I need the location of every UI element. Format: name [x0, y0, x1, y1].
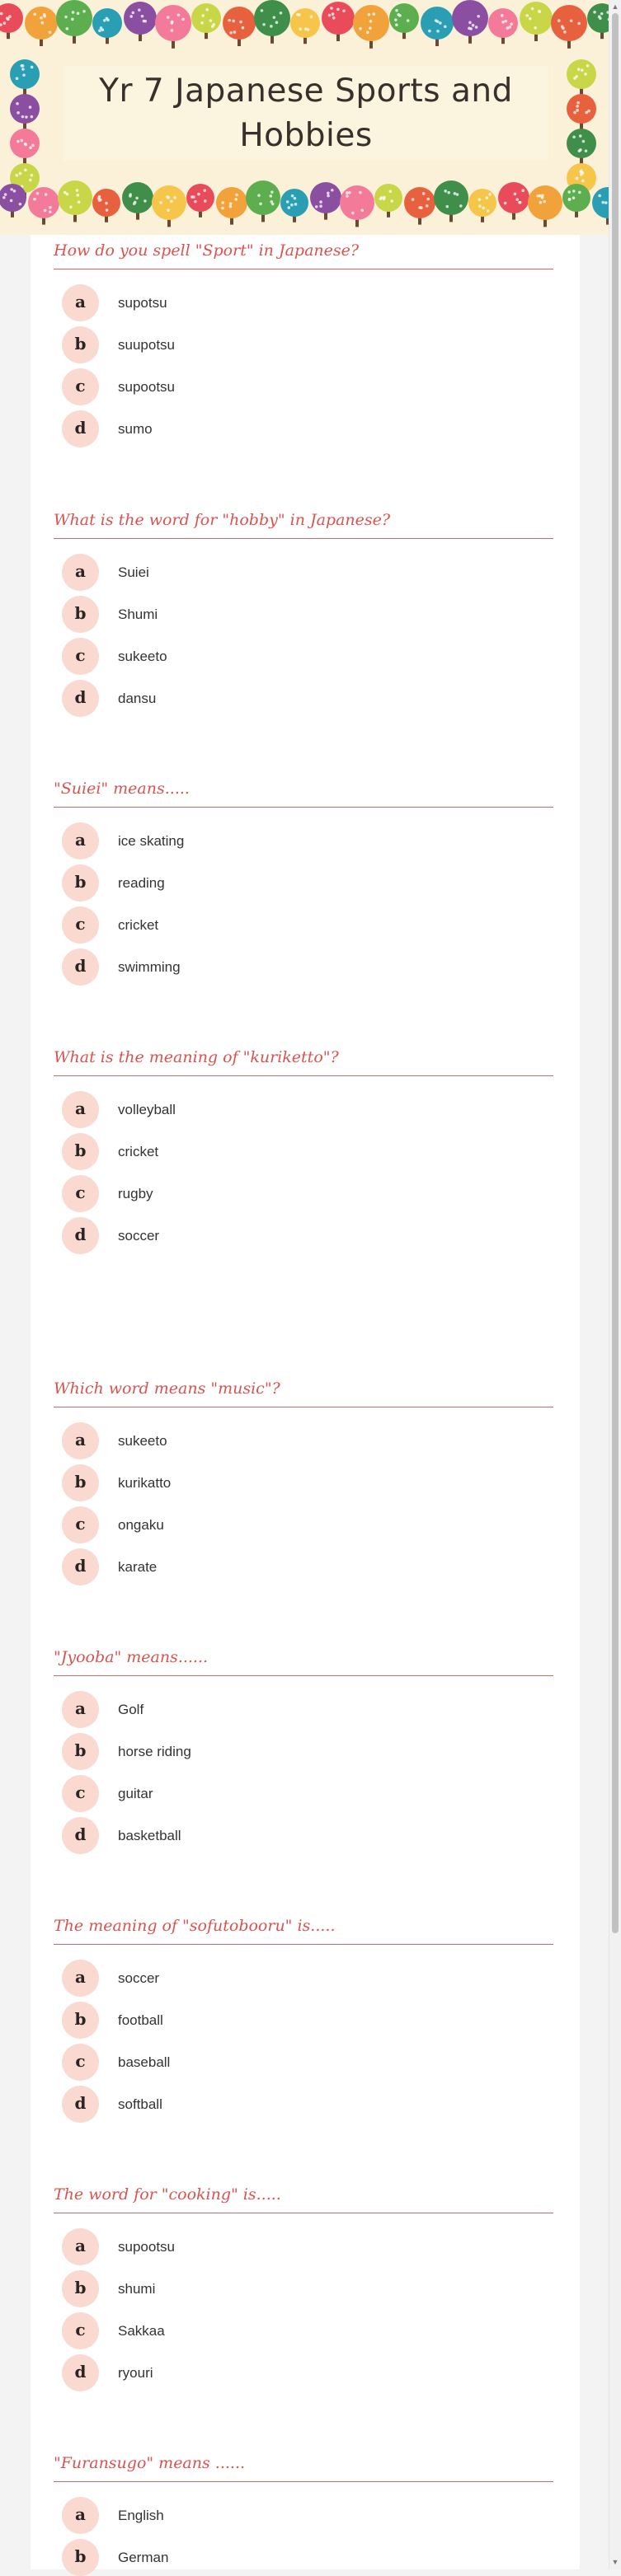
option-text: sukeeto	[118, 1433, 167, 1449]
answer-option-a[interactable]	[54, 2487, 553, 2529]
option-text: volleyball	[118, 1102, 176, 1117]
quiz-title	[64, 69, 548, 158]
option-letter: c	[62, 906, 99, 944]
option-letter: d	[62, 1548, 99, 1585]
option-text: reading	[118, 875, 165, 891]
option-text: ryouri	[118, 2365, 153, 2381]
option-text: sukeeto	[118, 649, 167, 664]
option-letter: c	[62, 638, 99, 675]
quiz-title-line-1: Yr 7 Japanese Sports and	[99, 73, 513, 110]
question-2	[54, 508, 553, 712]
question-8	[54, 2183, 553, 2386]
question-prompt: The word for "cooking" is.....	[54, 2185, 281, 2204]
answer-option-d[interactable]	[54, 2076, 553, 2118]
option-text: karate	[118, 1559, 158, 1575]
question-6	[54, 1646, 553, 1849]
question-prompt: What is the word for "hobby" in Japanese?	[54, 511, 391, 529]
option-letter: c	[62, 1775, 99, 1812]
option-letter: c	[62, 2044, 99, 2081]
question-prompt: "Furansugo" means ......	[54, 2454, 246, 2472]
answer-option-a[interactable]	[54, 1081, 553, 1123]
answer-option-d[interactable]	[54, 400, 553, 443]
option-letter: d	[62, 680, 99, 717]
answer-option-c[interactable]	[54, 1765, 553, 1807]
header-banner	[0, 0, 621, 235]
option-text: Suiei	[118, 564, 149, 580]
option-text: suupotsu	[118, 337, 175, 353]
answer-option-b[interactable]	[54, 316, 553, 358]
option-letter: a	[62, 1960, 99, 1997]
question-1	[54, 239, 553, 443]
question-7	[54, 1914, 553, 2118]
answer-option-a[interactable]	[54, 1681, 553, 1723]
option-text: baseball	[118, 2054, 171, 2070]
option-text: supootsu	[118, 379, 175, 395]
scroll-down-icon[interactable]: ▼	[611, 2558, 619, 2566]
question-prompt: "Suiei" means.....	[54, 780, 190, 798]
option-letter: a	[62, 2228, 99, 2265]
answer-option-b[interactable]	[54, 1992, 553, 2034]
option-letter: a	[62, 1091, 99, 1128]
answer-option-d[interactable]	[54, 1539, 553, 1581]
answer-option-c[interactable]	[54, 2302, 553, 2344]
option-letter: b	[62, 1733, 99, 1770]
answer-option-c[interactable]	[54, 897, 553, 939]
option-text: soccer	[118, 1970, 160, 1986]
option-text: swimming	[118, 959, 181, 975]
option-letter: a	[62, 1691, 99, 1728]
option-text: Golf	[118, 1702, 144, 1717]
option-letter: a	[62, 1422, 99, 1459]
question-prompt: How do you spell "Sport" in Japanese?	[54, 241, 360, 260]
answer-option-b[interactable]	[54, 1454, 553, 1496]
option-text: English	[118, 2508, 164, 2523]
option-letter: a	[62, 554, 99, 591]
answer-option-d[interactable]	[54, 1807, 553, 1849]
option-letter: c	[62, 2312, 99, 2349]
option-text: shumi	[118, 2281, 156, 2297]
answer-option-a[interactable]	[54, 544, 553, 586]
option-letter: d	[62, 2354, 99, 2391]
option-letter: b	[62, 864, 99, 902]
option-text: sumo	[118, 421, 153, 437]
option-letter: b	[62, 2270, 99, 2307]
question-3	[54, 777, 553, 981]
question-5	[54, 1377, 553, 1581]
answer-option-c[interactable]	[54, 628, 553, 670]
option-letter: a	[62, 822, 99, 859]
answer-option-a[interactable]	[54, 1412, 553, 1454]
option-text: soccer	[118, 1228, 160, 1244]
scroll-up-icon[interactable]: ▲	[611, 2, 619, 11]
option-letter: b	[62, 2539, 99, 2576]
answer-option-d[interactable]	[54, 670, 553, 712]
option-letter: c	[62, 1175, 99, 1212]
answer-option-a[interactable]	[54, 813, 553, 855]
answer-option-d[interactable]	[54, 939, 553, 981]
question-prompt: Which word means "music"?	[54, 1379, 280, 1398]
option-letter: a	[62, 284, 99, 321]
option-text: kurikatto	[118, 1475, 172, 1491]
option-text: cricket	[118, 1144, 159, 1159]
option-letter: b	[62, 1464, 99, 1501]
option-letter: b	[62, 1133, 99, 1170]
answer-option-b[interactable]	[54, 855, 553, 897]
option-letter: b	[62, 596, 99, 633]
question-prompt: What is the meaning of "kuriketto"?	[54, 1048, 339, 1066]
answer-option-c[interactable]	[54, 1165, 553, 1207]
option-text: supotsu	[118, 295, 167, 311]
option-text: ice skating	[118, 833, 185, 849]
answer-option-a[interactable]	[54, 1950, 553, 1992]
option-letter: a	[62, 2497, 99, 2534]
option-letter: c	[62, 1506, 99, 1543]
scrollbar-thumb[interactable]	[612, 13, 619, 1933]
option-text: cricket	[118, 917, 159, 933]
option-text: ongaku	[118, 1517, 164, 1533]
quiz-title-line-2: Hobbies	[239, 117, 373, 154]
answer-option-d[interactable]	[54, 1207, 553, 1249]
option-letter: d	[62, 948, 99, 986]
option-letter: b	[62, 2002, 99, 2039]
answer-option-b[interactable]	[54, 2529, 553, 2571]
answer-option-c[interactable]	[54, 2034, 553, 2076]
option-text: Shumi	[118, 607, 158, 622]
answer-option-c[interactable]	[54, 358, 553, 400]
answer-option-a[interactable]	[54, 2218, 553, 2260]
option-letter: c	[62, 368, 99, 405]
option-letter: b	[62, 326, 99, 363]
option-text: supootsu	[118, 2239, 175, 2255]
option-letter: d	[62, 1217, 99, 1254]
option-text: softball	[118, 2096, 162, 2112]
option-text: horse riding	[118, 1744, 191, 1759]
question-9	[54, 2452, 553, 2571]
option-letter: d	[62, 1817, 99, 1854]
answer-option-b[interactable]	[54, 1123, 553, 1165]
option-text: football	[118, 2012, 163, 2028]
option-text: German	[118, 2550, 169, 2565]
answer-option-b[interactable]	[54, 586, 553, 628]
option-letter: d	[62, 410, 99, 447]
question-prompt: "Jyooba" means......	[54, 1648, 209, 1666]
answer-option-b[interactable]	[54, 1723, 553, 1765]
answer-option-b[interactable]	[54, 2260, 553, 2302]
answer-option-c[interactable]	[54, 1496, 553, 1539]
question-4	[54, 1046, 553, 1249]
option-text: guitar	[118, 1786, 153, 1801]
answer-option-d[interactable]	[54, 2344, 553, 2386]
option-text: dansu	[118, 691, 157, 706]
question-prompt: The meaning of "sofutobooru" is.....	[54, 1917, 336, 1935]
answer-option-a[interactable]	[54, 274, 553, 316]
option-text: rugby	[118, 1186, 153, 1201]
option-text: basketball	[118, 1828, 181, 1843]
option-text: Sakkaa	[118, 2323, 165, 2339]
option-letter: d	[62, 2086, 99, 2123]
